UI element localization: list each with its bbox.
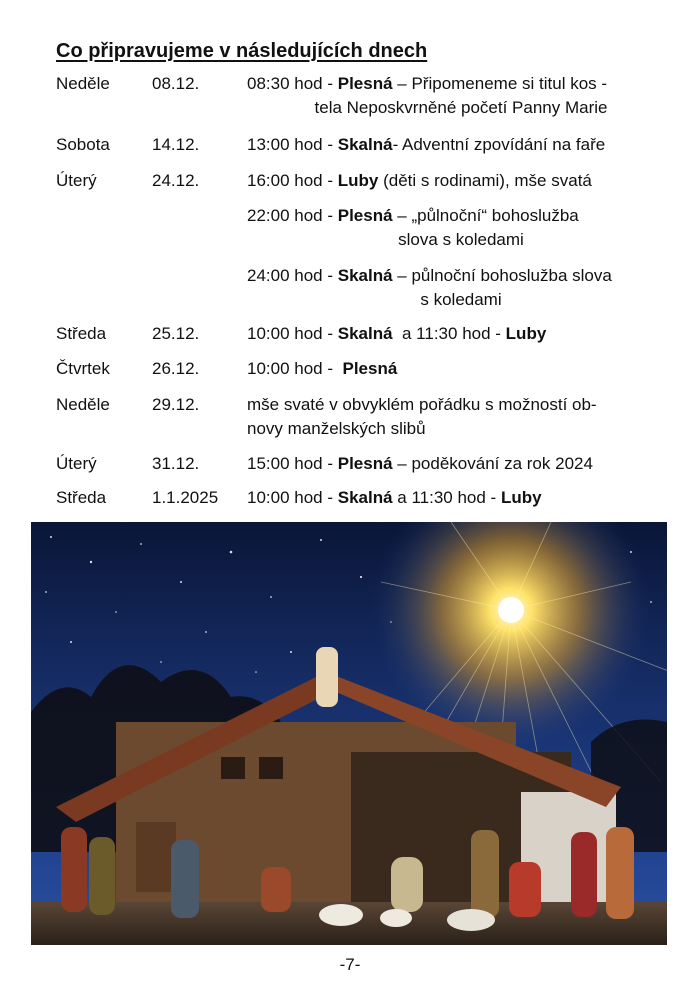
event-place: Luby (337, 171, 379, 190)
event-place-2: Luby (500, 488, 542, 507)
page-number: -7- (339, 955, 361, 974)
row-date: 25.12. (152, 324, 200, 343)
event-time: 10:00 hod (247, 324, 323, 343)
row-event (247, 393, 647, 441)
row-date: 26.12. (152, 359, 200, 378)
row-day: Čtvrtek (56, 359, 110, 378)
event-time: 08:30 hod (247, 74, 323, 93)
event-text-continued: tela Neposkvrněné početí Panny Marie (314, 98, 608, 117)
row-event: 10:00 hod - Skalná a 11:30 hod - Luby (247, 488, 542, 507)
star (498, 597, 524, 623)
row-day: Úterý (56, 171, 97, 190)
event-place: Skalná (337, 135, 393, 154)
event-time: 10:00 hod (247, 488, 323, 507)
event-time: 16:00 hod (247, 171, 323, 190)
event-text: – Připomeneme si titul kos - (392, 74, 608, 93)
row-event: 22:00 hod - Plesná – „půlnoční“ bohoslužba slova s koledami (247, 204, 647, 252)
row-date: 24.12. (152, 171, 200, 190)
event-text-continued: s koledami (420, 290, 502, 309)
event-text-continued: slova s koledami (398, 230, 524, 249)
event-text: a 11:30 hod - (392, 488, 501, 507)
event-place: Skalná (337, 266, 393, 285)
row-event: 16:00 hod - Luby (děti s rodinami), mše svatá (247, 171, 592, 190)
event-text: – „půlnoční“ bohoslužba (392, 206, 579, 225)
event-place: Skalná (337, 324, 393, 343)
nativity-scene-photo (31, 522, 667, 945)
event-time: 10:00 hod (247, 359, 323, 378)
page-heading: Co připravujeme v následujících dnech (56, 40, 428, 62)
event-text: – půlnoční bohoslužba slova (392, 266, 612, 285)
row-date: 08.12. (152, 74, 200, 93)
event-text: (děti s rodinami), mše svatá (378, 171, 592, 190)
row-day: Středa (56, 488, 107, 507)
row-event: 24:00 hod - Skalná – půlnoční bohoslužba slova s koledami (247, 264, 647, 312)
row-event: 08:30 hod - Plesná – Připomeneme si titul kos - tela Neposkvrněné početí Panny Marie (247, 72, 647, 120)
event-text-continued: novy manželských slibů (247, 419, 426, 438)
event-time: 15:00 hod (247, 454, 323, 473)
row-date: 31.12. (152, 454, 200, 473)
row-event: 13:00 hod - Skalná- Adventní zpovídání na faře (247, 135, 606, 154)
angel (316, 647, 338, 707)
row-date: 1.1.2025 (152, 488, 219, 507)
event-place: Plesná (337, 74, 393, 93)
row-event: 15:00 hod - Plesná – poděkování za rok 2024 (247, 454, 593, 473)
event-text: - Adventní zpovídání na faře (392, 135, 606, 154)
event-place-2: Luby (505, 324, 547, 343)
row-event: 10:00 hod - Plesná (247, 359, 398, 378)
event-place: Plesná (342, 359, 398, 378)
row-day: Středa (56, 324, 107, 343)
row-event: 10:00 hod - Skalná a 11:30 hod - Luby (247, 324, 547, 343)
event-text: – poděkování za rok 2024 (392, 454, 593, 473)
row-date: 14.12. (152, 135, 200, 154)
event-text: a 11:30 hod - (392, 324, 506, 343)
event-text: mše svaté v obvyklém pořádku s možností ob- (247, 395, 597, 414)
row-day: Sobota (56, 135, 110, 154)
row-date: 29.12. (152, 395, 200, 414)
row-day: Neděle (56, 395, 110, 414)
event-place: Plesná (337, 454, 393, 473)
event-time: 24:00 hod (247, 266, 323, 285)
row-day: Neděle (56, 74, 110, 93)
row-day: Úterý (56, 454, 97, 473)
event-place: Skalná (337, 488, 393, 507)
event-place: Plesná (337, 206, 393, 225)
event-time: 22:00 hod (247, 206, 323, 225)
event-time: 13:00 hod (247, 135, 323, 154)
